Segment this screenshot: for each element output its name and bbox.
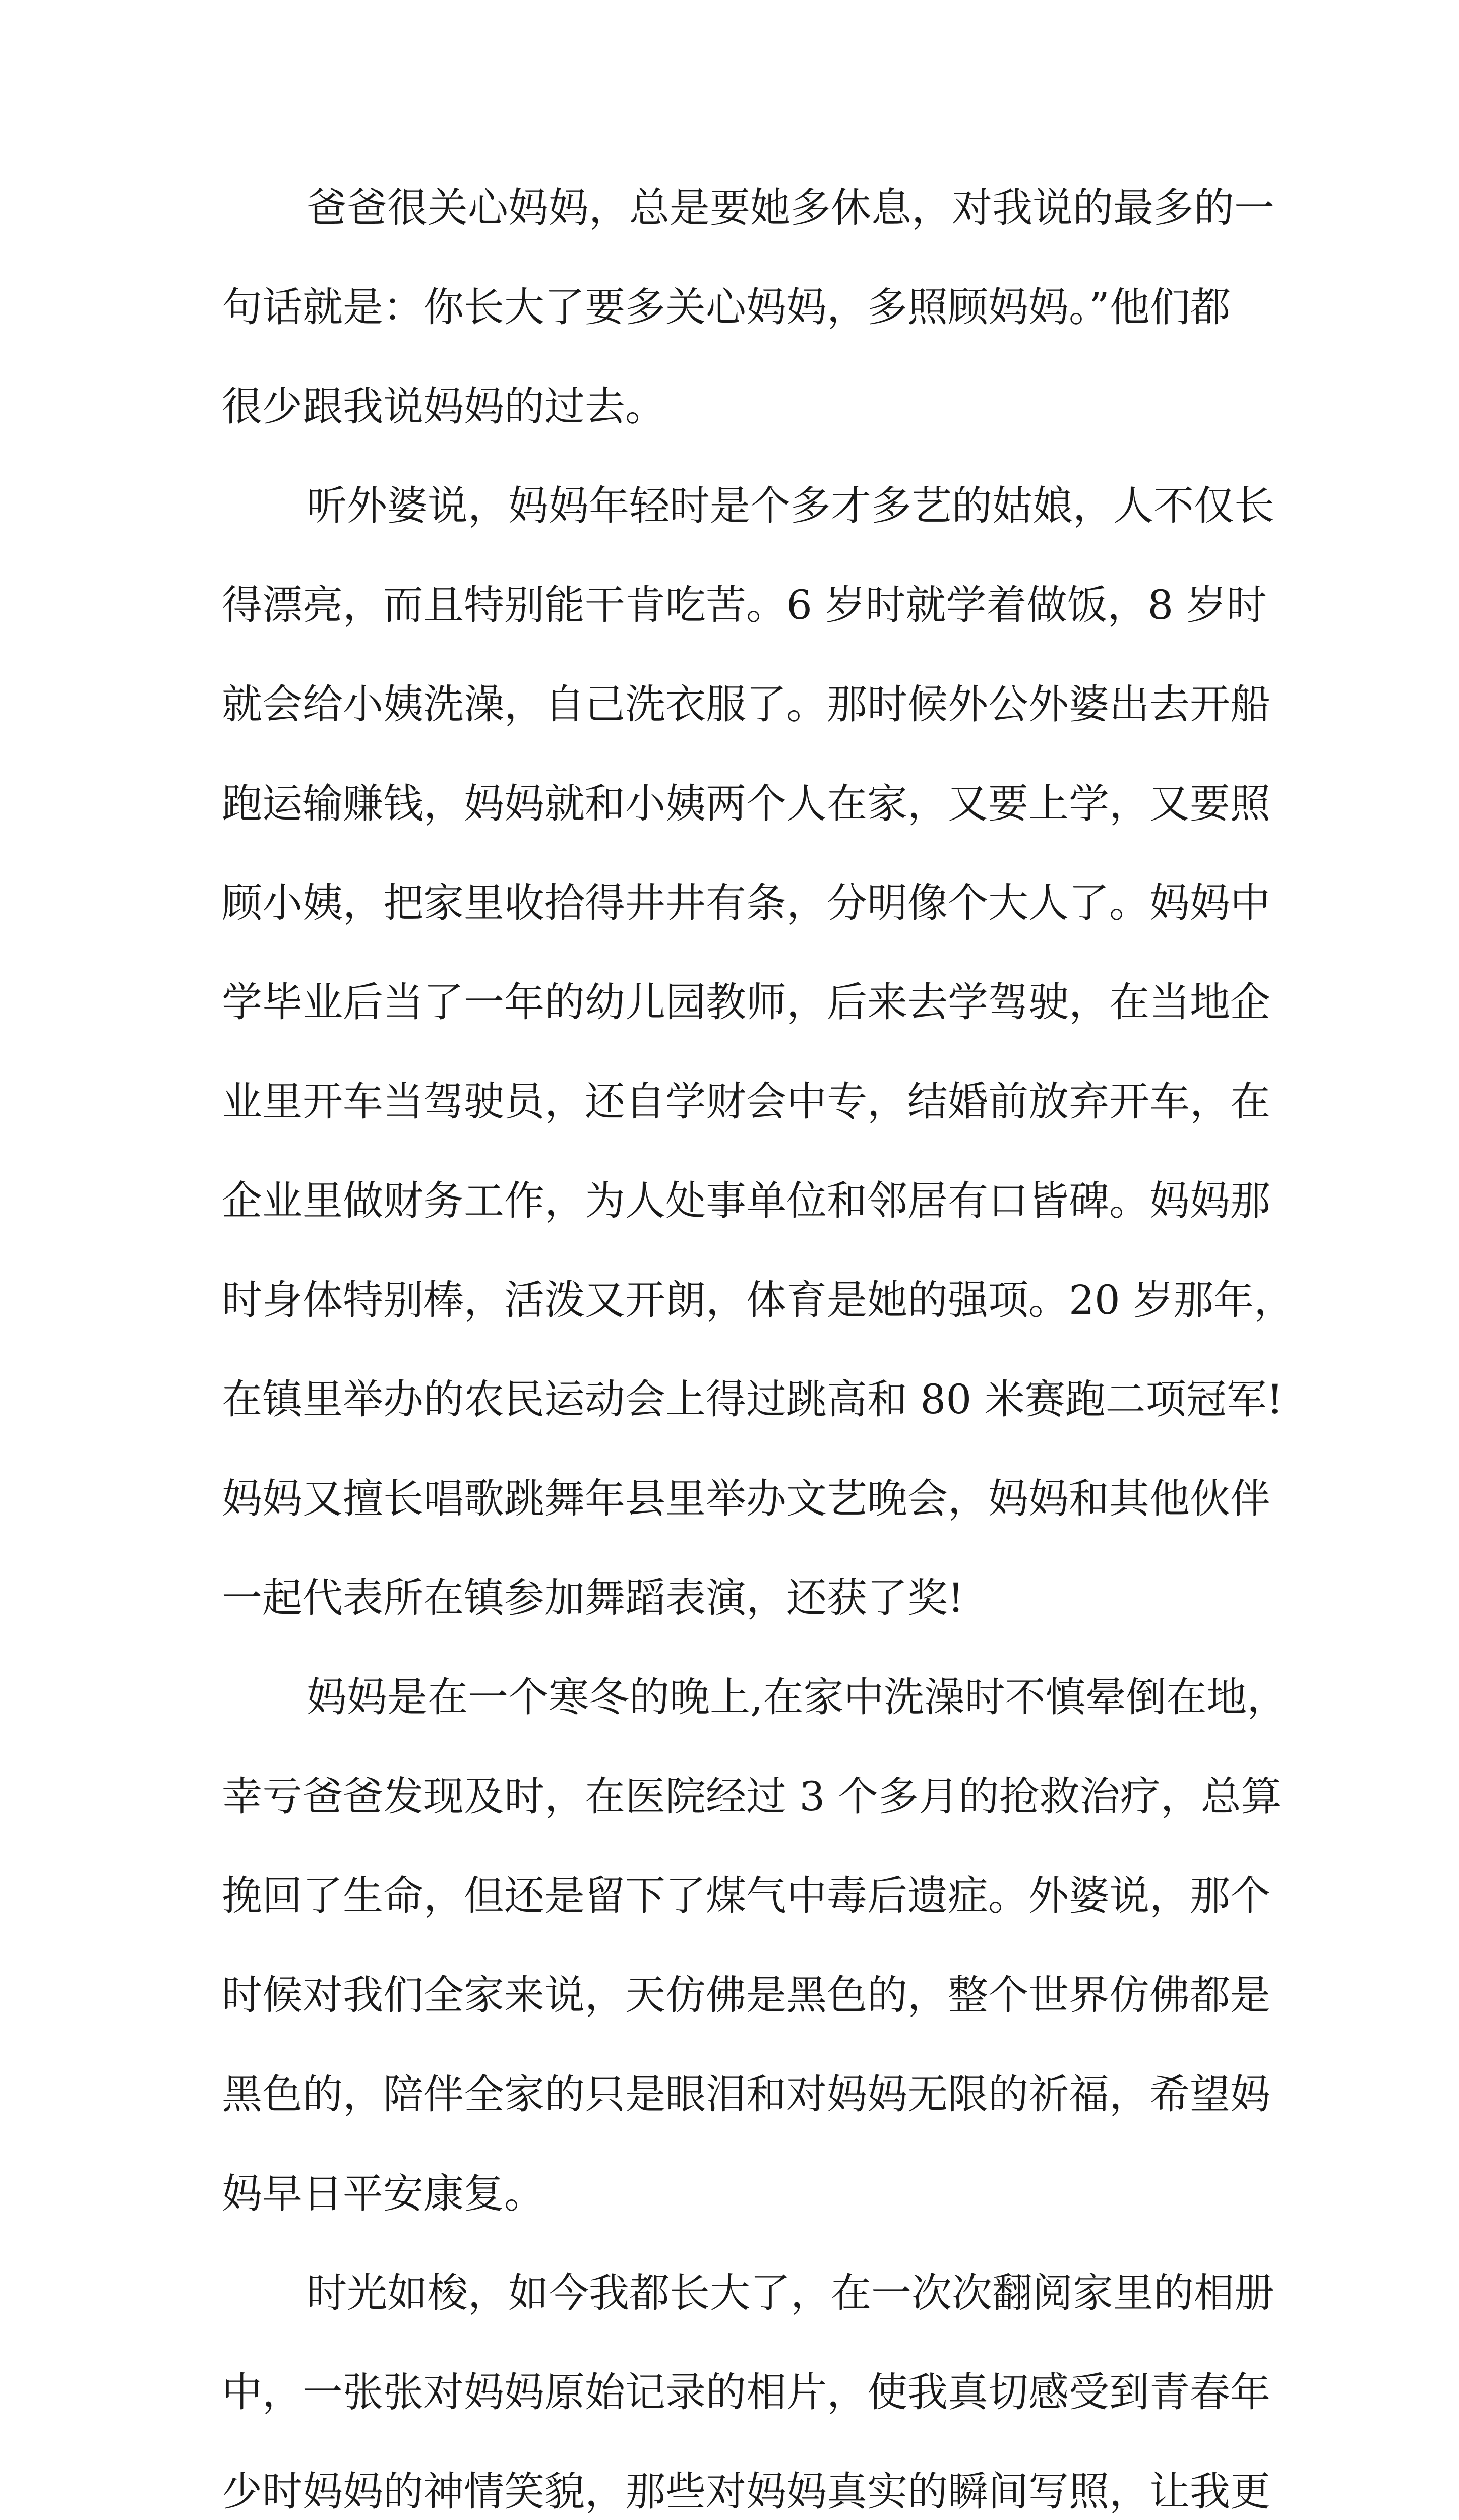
text-line: 得漂亮，而且特别能干肯吃苦。6 岁时就学着做饭，8 岁时 [222, 582, 1267, 628]
text-line: 时光如梭，如今我都长大了，在一次次翻阅家里的相册 [307, 2270, 1274, 2316]
text-line: 学毕业后当了一年的幼儿园教师，后来去学驾驶，在当地企 [222, 979, 1270, 1026]
text-line: 黑色的，陪伴全家的只是眼泪和对妈妈无限的祈福，希望妈 [222, 2071, 1270, 2118]
text-line: 妈早日平安康复。 [222, 2170, 544, 2217]
body-text [222, 184, 1295, 2520]
text-line: 在镇里举办的农民运动会上得过跳高和 80 米赛跑二项冠军! [222, 1376, 1283, 1423]
text-line: 跑运输赚钱，妈妈就和小姨两个人在家，又要上学，又要照 [222, 780, 1270, 827]
text-line: 幸亏爸爸发现及时，在医院经过 3 个多月的抢救治疗，总算 [222, 1773, 1282, 1820]
text-line: 时身体特别棒，活泼又开朗，体育是她的强项。20 岁那年， [222, 1277, 1295, 1324]
text-line: 爸爸很关心妈妈，总是要她多休息，对我说的最多的一 [307, 184, 1274, 231]
text-line: 企业里做财务工作，为人处事单位和邻居有口皆碑。妈妈那 [222, 1177, 1270, 1224]
text-line: 时候对我们全家来说，天仿佛是黑色的，整个世界仿佛都是 [222, 1972, 1270, 2019]
text-line: 就会给小姨洗澡，自己洗衣服了。那时候外公外婆出去开船 [222, 681, 1270, 728]
text-line: 听外婆说，妈妈年轻时是个多才多艺的姑娘，人不仅长 [307, 482, 1274, 529]
text-line: 顾小姨，把家里收拾得井井有条，分明像个大人了。妈妈中 [222, 879, 1270, 926]
text-line: 妈妈又擅长唱歌跳舞年县里举办文艺晚会，妈妈和其他伙伴 [222, 1475, 1270, 1522]
text-line: 句话就是：你长大了要多关心妈妈，多照顾妈妈。”他们都 [222, 284, 1231, 331]
text-line: 中，一张张对妈妈原始记录的相片，使我真切感受到青春年 [222, 2369, 1270, 2416]
text-line: 少时妈妈的神情笑貌，那些对妈妈真实的瞬间写照，让我更 [222, 2468, 1270, 2515]
text-line: 挽回了生命，但还是留下了煤气中毒后遗症。外婆说，那个 [222, 1872, 1270, 1919]
text-line: 业里开车当驾驶员，还自学财会中专，结婚前放弃开车，在 [222, 1078, 1270, 1125]
text-line: 一起代表所在镇参加舞蹈表演，还获了奖! [222, 1574, 964, 1621]
text-line: 很少跟我说妈妈的过去。 [222, 383, 665, 430]
text-line: 妈妈是在一个寒冬的晚上,在家中洗澡时不慎晕倒在地， [307, 1674, 1288, 1721]
